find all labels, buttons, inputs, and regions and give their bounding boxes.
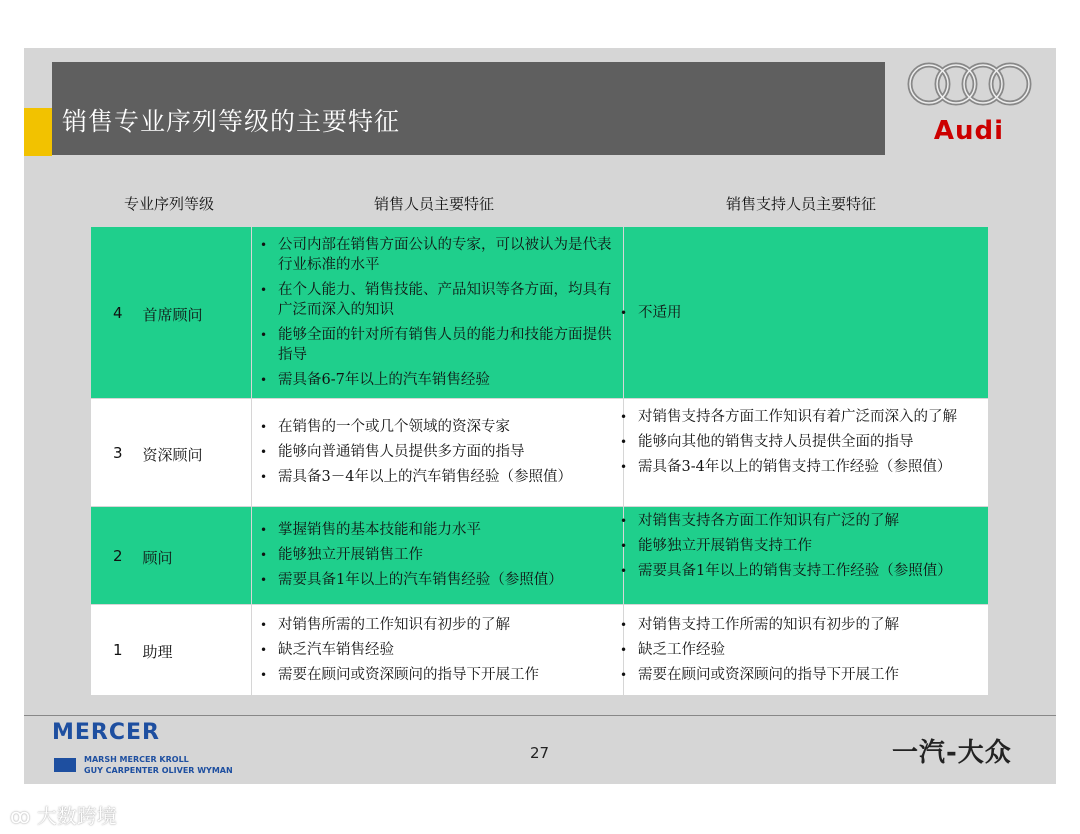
support-cell bbox=[624, 507, 988, 604]
sales-cell bbox=[252, 605, 624, 695]
grade-name: 资深顾问 bbox=[142, 446, 203, 464]
list-item: • 能够向普通销售人员提供多方面的指导 bbox=[260, 442, 623, 462]
watermark bbox=[10, 800, 117, 829]
support-list bbox=[620, 407, 988, 482]
sales-cell bbox=[252, 399, 624, 506]
level-cell bbox=[91, 227, 252, 398]
list-item: • 需具备3－4年以上的汽车销售经验（参照值） bbox=[260, 467, 623, 487]
mmc-logo-icon bbox=[54, 758, 76, 772]
table-row-level-4 bbox=[91, 227, 988, 398]
slide bbox=[24, 48, 1056, 784]
list-item: • 能够独立开展销售支持工作 bbox=[620, 536, 988, 556]
grade-label bbox=[113, 304, 203, 325]
mercer-group-line-1: MARSH MERCER KROLL bbox=[84, 755, 189, 764]
title-bar bbox=[52, 62, 885, 155]
footer-divider bbox=[24, 715, 1056, 716]
faw-vw-logo: 一汽-大众 bbox=[892, 738, 1012, 768]
grade-number: 2 bbox=[113, 547, 123, 565]
list-item: • 需要在顾问或资深顾问的指导下开展工作 bbox=[260, 665, 623, 685]
list-item: • 公司内部在销售方面公认的专家，可以被认为是代表行业标准的水平 bbox=[260, 235, 623, 275]
mercer-group-line-2: GUY CARPENTER OLIVER WYMAN bbox=[84, 766, 233, 775]
audi-wordmark: Audi bbox=[933, 116, 1005, 146]
support-cell bbox=[624, 399, 988, 506]
audi-rings-icon bbox=[904, 60, 1036, 110]
list-item: • 掌握销售的基本技能和能力水平 bbox=[260, 520, 623, 540]
list-item: • 能够向其他的销售支持人员提供全面的指导 bbox=[620, 432, 988, 452]
level-cell bbox=[91, 507, 252, 604]
list-item: • 对销售所需的工作知识有初步的了解 bbox=[260, 615, 623, 635]
header-level: 专业序列等级 bbox=[124, 195, 215, 213]
grade-number: 1 bbox=[113, 641, 123, 659]
header-sales: 销售人员主要特征 bbox=[374, 195, 495, 213]
level-cell bbox=[91, 399, 252, 506]
list-item: • 需要具备1年以上的销售支持工作经验（参照值） bbox=[620, 561, 988, 581]
list-item: • 需要具备1年以上的汽车销售经验（参照值） bbox=[260, 570, 623, 590]
mercer-group-names bbox=[84, 754, 233, 776]
watermark-icon: ꝏ bbox=[10, 804, 31, 828]
support-cell bbox=[624, 227, 988, 398]
list-item: • 缺乏汽车销售经验 bbox=[260, 640, 623, 660]
level-cell bbox=[91, 605, 252, 695]
sales-list bbox=[260, 235, 623, 395]
grade-name: 助理 bbox=[142, 643, 173, 661]
support-list bbox=[620, 303, 988, 328]
support-list bbox=[620, 615, 988, 690]
list-item: • 需具备3-4年以上的销售支持工作经验（参照值） bbox=[620, 457, 988, 477]
accent-bar bbox=[24, 108, 52, 156]
list-item: • 不适用 bbox=[620, 303, 988, 323]
support-cell bbox=[624, 605, 988, 695]
list-item: • 缺乏工作经验 bbox=[620, 640, 988, 660]
list-item: • 对销售支持各方面工作知识有广泛的了解 bbox=[620, 511, 988, 531]
table-row-level-2 bbox=[91, 507, 988, 604]
grade-label bbox=[113, 641, 173, 662]
list-item: • 需具备6-7年以上的汽车销售经验 bbox=[260, 370, 623, 390]
table-row-level-1 bbox=[91, 605, 988, 695]
grade-label bbox=[113, 444, 203, 465]
grade-name: 顾问 bbox=[142, 549, 173, 567]
list-item: • 在个人能力、销售技能、产品知识等各方面，均具有广泛而深入的知识 bbox=[260, 280, 623, 320]
sales-cell bbox=[252, 507, 624, 604]
mercer-logo: MERCER bbox=[52, 720, 160, 745]
grade-name: 首席顾问 bbox=[142, 306, 203, 324]
table-row-level-3 bbox=[91, 399, 988, 506]
slide-title: 销售专业序列等级的主要特征 bbox=[62, 107, 401, 136]
sales-list bbox=[260, 615, 623, 690]
watermark-text: 大数跨境 bbox=[36, 804, 117, 828]
table-header bbox=[91, 193, 1011, 219]
audi-logo bbox=[904, 60, 1044, 145]
support-list bbox=[620, 511, 988, 586]
list-item: • 对销售支持各方面工作知识有着广泛而深入的了解 bbox=[620, 407, 988, 427]
sales-list bbox=[260, 417, 623, 492]
grade-number: 3 bbox=[113, 444, 123, 462]
list-item: • 能够全面的针对所有销售人员的能力和技能方面提供指导 bbox=[260, 325, 623, 365]
grade-label bbox=[113, 547, 173, 568]
grade-number: 4 bbox=[113, 304, 123, 322]
list-item: • 在销售的一个或几个领域的资深专家 bbox=[260, 417, 623, 437]
list-item: • 对销售支持工作所需的知识有初步的了解 bbox=[620, 615, 988, 635]
header-support: 销售支持人员主要特征 bbox=[726, 195, 877, 213]
sales-cell bbox=[252, 227, 624, 398]
sales-list bbox=[260, 520, 623, 595]
list-item: • 能够独立开展销售工作 bbox=[260, 545, 623, 565]
list-item: • 需要在顾问或资深顾问的指导下开展工作 bbox=[620, 665, 988, 685]
page-number: 27 bbox=[530, 744, 550, 762]
